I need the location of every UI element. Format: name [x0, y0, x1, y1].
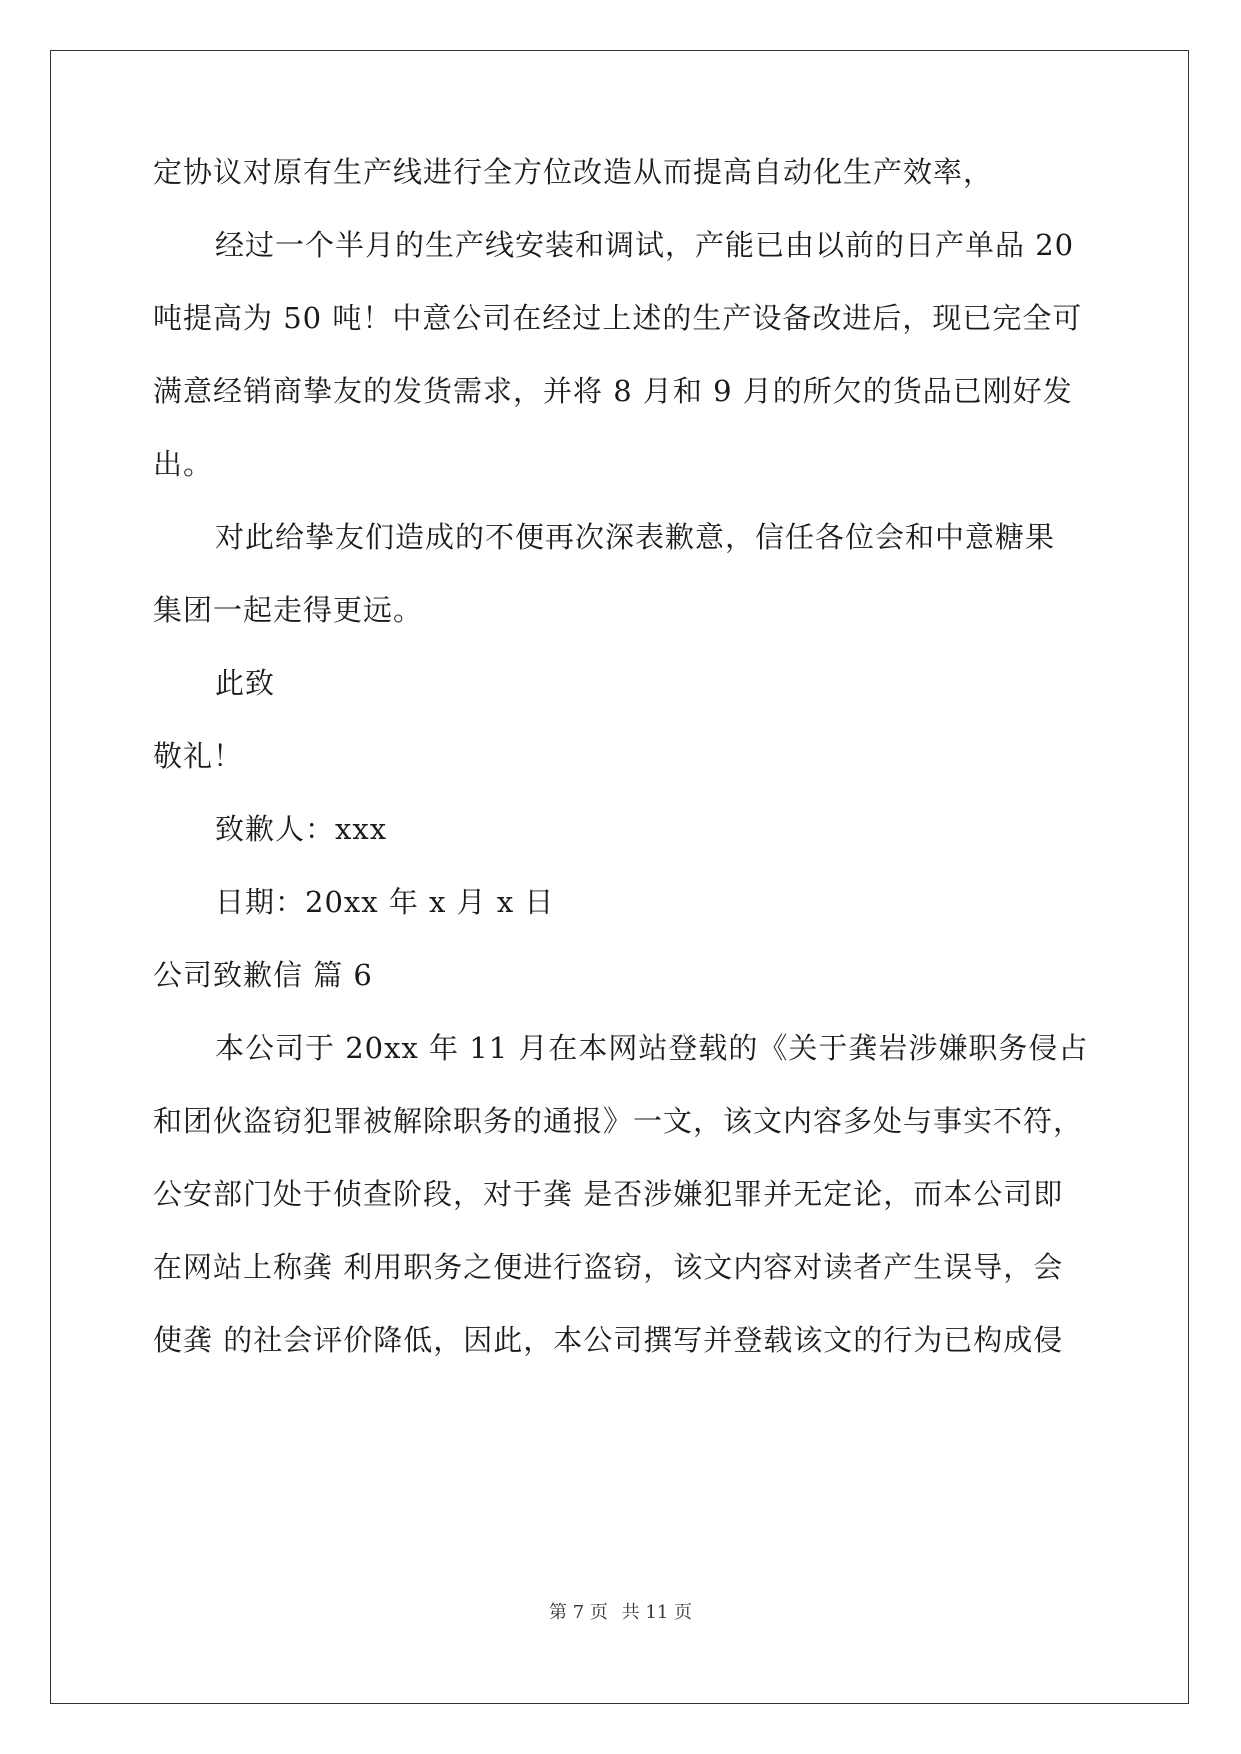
body-line-6: 对此给挚友们造成的不便再次深表歉意，信任各位会和中意糖果	[215, 520, 1056, 554]
page-border	[50, 50, 1189, 1704]
body-line-17: 使龚 的社会评价降低，因此，本公司撰写并登载该文的行为已构成侵	[153, 1323, 1064, 1357]
body-line-14: 和团伙盗窃犯罪被解除职务的通报》一文，该文内容多处与事实不符，	[153, 1104, 1084, 1138]
section-heading: 公司致歉信 篇 6	[153, 958, 373, 992]
regards-line: 敬礼！	[153, 739, 244, 773]
body-line-7: 集团一起走得更远。	[153, 593, 424, 627]
body-line-5: 出。	[153, 447, 214, 481]
body-line-3: 吨提高为 50 吨！中意公司在经过上述的生产设备改进后，现已完全可	[153, 301, 1083, 335]
body-line-2: 经过一个半月的生产线安装和调试，产能已由以前的日产单品 20	[215, 228, 1075, 262]
signer-line: 致歉人：xxx	[215, 812, 388, 846]
body-line-15: 公安部门处于侦查阶段，对于龚 是否涉嫌犯罪并无定论，而本公司即	[153, 1177, 1064, 1211]
date-line: 日期：20xx 年 x 月 x 日	[215, 885, 555, 919]
body-line-16: 在网站上称龚 利用职务之便进行盗窃，该文内容对读者产生误导，会	[153, 1250, 1064, 1284]
page-total: 共 11 页	[621, 1602, 692, 1623]
body-line-13: 本公司于 20xx 年 11 月在本网站登载的《关于龚岩涉嫌职务侵占	[215, 1031, 1089, 1065]
page-number: 第 7 页	[549, 1602, 608, 1623]
page-footer	[0, 1598, 1241, 1624]
body-line-1: 定协议对原有生产线进行全方位改造从而提高自动化生产效率，	[153, 155, 994, 189]
body-line-4: 满意经销商挚友的发货需求，并将 8 月和 9 月的所欠的货品已刚好发	[153, 374, 1073, 408]
salutation-line: 此致	[215, 666, 276, 700]
